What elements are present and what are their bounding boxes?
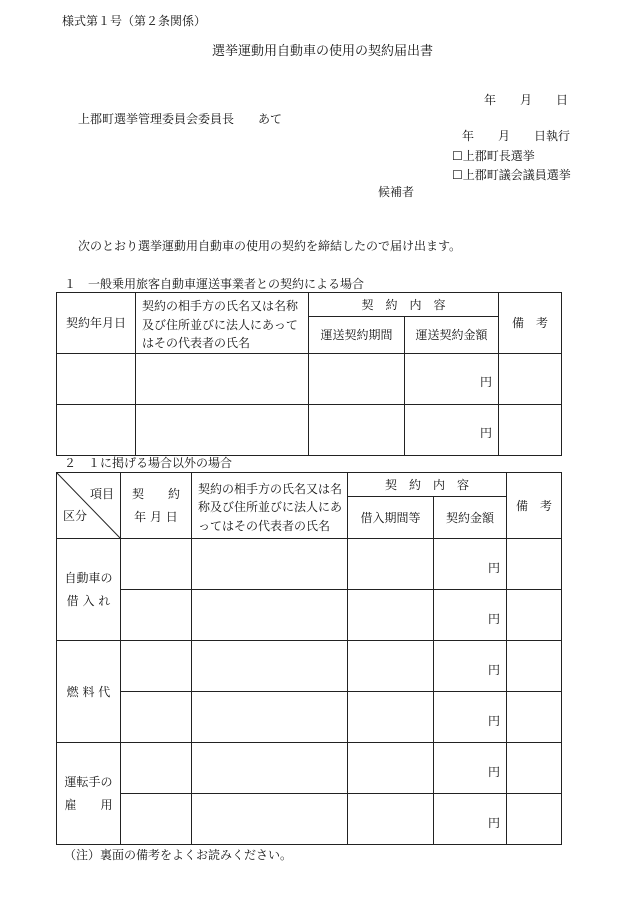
s2-header-period: 借入期間等 (348, 497, 434, 539)
s2-cell-remarks[interactable] (507, 743, 562, 794)
row-label-top: 運転手の (64, 774, 113, 789)
s1-cell-party[interactable] (136, 404, 309, 455)
election-option-council[interactable]: ☐上郡町議会議員選挙 (452, 168, 571, 182)
s2-cell-amount[interactable]: 円 (434, 539, 507, 590)
row-label-top: 燃 料 代 (66, 685, 111, 699)
s2-header-party: 契約の相手方の氏名又は名称及び住所並びに法人にあってはその代表者の氏名 (192, 473, 348, 539)
s1-cell-amount[interactable]: 円 (405, 404, 499, 455)
s2-cell-party[interactable] (192, 641, 348, 692)
table-row (57, 641, 562, 692)
s2-cell-date[interactable] (121, 794, 192, 845)
s2-cell-party[interactable] (192, 539, 348, 590)
s2-cell-period[interactable] (348, 743, 434, 794)
s1-header-party: 契約の相手方の氏名又は名称及び住所並びに法人にあってはその代表者の氏名 (136, 293, 309, 354)
submission-date: 年 月 日 (484, 93, 569, 107)
s2-cell-amount[interactable]: 円 (434, 794, 507, 845)
s2-cell-remarks[interactable] (507, 590, 562, 641)
s1-header-amount: 運送契約金額 (405, 317, 499, 354)
s2-cell-date[interactable] (121, 743, 192, 794)
s1-cell-date[interactable] (57, 404, 136, 455)
s1-cell-remarks[interactable] (499, 353, 562, 404)
s2-cell-party[interactable] (192, 590, 348, 641)
s2-row-label-fuel (57, 641, 121, 743)
s2-header-category: 区分 (63, 509, 88, 523)
s2-cell-date[interactable] (121, 641, 192, 692)
s2-cell-period[interactable] (348, 794, 434, 845)
s1-header-period: 運送契約期間 (309, 317, 405, 354)
s2-cell-date[interactable] (121, 692, 192, 743)
form-title: 選挙運動用自動車の使用の契約届出書 (212, 44, 434, 59)
s2-cell-amount[interactable]: 円 (434, 590, 507, 641)
s2-cell-period[interactable] (348, 539, 434, 590)
s2-cell-remarks[interactable] (507, 641, 562, 692)
s1-cell-amount[interactable]: 円 (405, 353, 499, 404)
s2-header-item: 項目 (89, 487, 114, 501)
s2-header-content: 契 約 内 容 (348, 473, 507, 497)
s2-header-date (121, 473, 192, 539)
s2-cell-date[interactable] (121, 539, 192, 590)
s1-cell-date[interactable] (57, 353, 136, 404)
s2-cell-period[interactable] (348, 590, 434, 641)
s2-cell-amount[interactable]: 円 (434, 641, 507, 692)
s2-cell-amount[interactable]: 円 (434, 692, 507, 743)
table-row (57, 590, 562, 641)
s2-row-label-car (57, 539, 121, 641)
s2-header-date-bottom: 年 月 日 (134, 509, 178, 524)
body-text: 次のとおり選挙運動用自動車の使用の契約を締結したので届け出ます。 (78, 239, 462, 253)
table-row (57, 539, 562, 590)
footnote: （注）裏面の備考をよくお読みください。 (64, 848, 293, 862)
s1-cell-party[interactable] (136, 353, 309, 404)
s2-cell-party[interactable] (192, 692, 348, 743)
table-row (57, 404, 562, 455)
s2-cell-party[interactable] (192, 794, 348, 845)
section2-heading: ２ １に掲げる場合以外の場合 (64, 456, 233, 470)
s1-cell-period[interactable] (309, 353, 405, 404)
s2-cell-amount[interactable]: 円 (434, 743, 507, 794)
section1-table (56, 292, 562, 456)
diagonal-line (57, 473, 121, 539)
s2-header-amount: 契約金額 (434, 497, 507, 539)
s2-header-date-top: 契 約 (131, 486, 180, 501)
section2-table (56, 472, 562, 845)
s2-row-label-driver (57, 743, 121, 845)
s1-cell-period[interactable] (309, 404, 405, 455)
election-option-mayor[interactable]: ☐上郡町長選挙 (452, 149, 535, 163)
s2-cell-period[interactable] (348, 641, 434, 692)
section1-heading: １ 一般乗用旅客自動車運送事業者との契約による場合 (64, 277, 365, 291)
row-label-top: 自動車の (64, 570, 113, 585)
table-row (57, 353, 562, 404)
table-row (57, 692, 562, 743)
election-date: 年 月 日執行 (462, 129, 571, 143)
addressee: 上郡町選挙管理委員会委員長 あて (78, 112, 283, 126)
row-label-bottom: 借 入 れ (66, 593, 111, 608)
candidate-label: 候補者 (378, 185, 415, 199)
s1-header-content: 契 約 内 容 (309, 293, 499, 317)
form-number: 様式第１号（第２条関係） (62, 14, 207, 28)
table-row (57, 743, 562, 794)
s2-header-remarks: 備 考 (507, 473, 562, 539)
s2-cell-date[interactable] (121, 590, 192, 641)
s2-cell-remarks[interactable] (507, 794, 562, 845)
s1-cell-remarks[interactable] (499, 404, 562, 455)
s2-header-diagonal (57, 473, 121, 539)
s2-cell-period[interactable] (348, 692, 434, 743)
row-label-bottom: 雇 用 (64, 797, 113, 812)
s1-header-remarks: 備 考 (499, 293, 562, 354)
s2-cell-remarks[interactable] (507, 539, 562, 590)
s2-cell-remarks[interactable] (507, 692, 562, 743)
s2-cell-party[interactable] (192, 743, 348, 794)
table-row (57, 794, 562, 845)
s1-header-date: 契約年月日 (57, 293, 136, 354)
